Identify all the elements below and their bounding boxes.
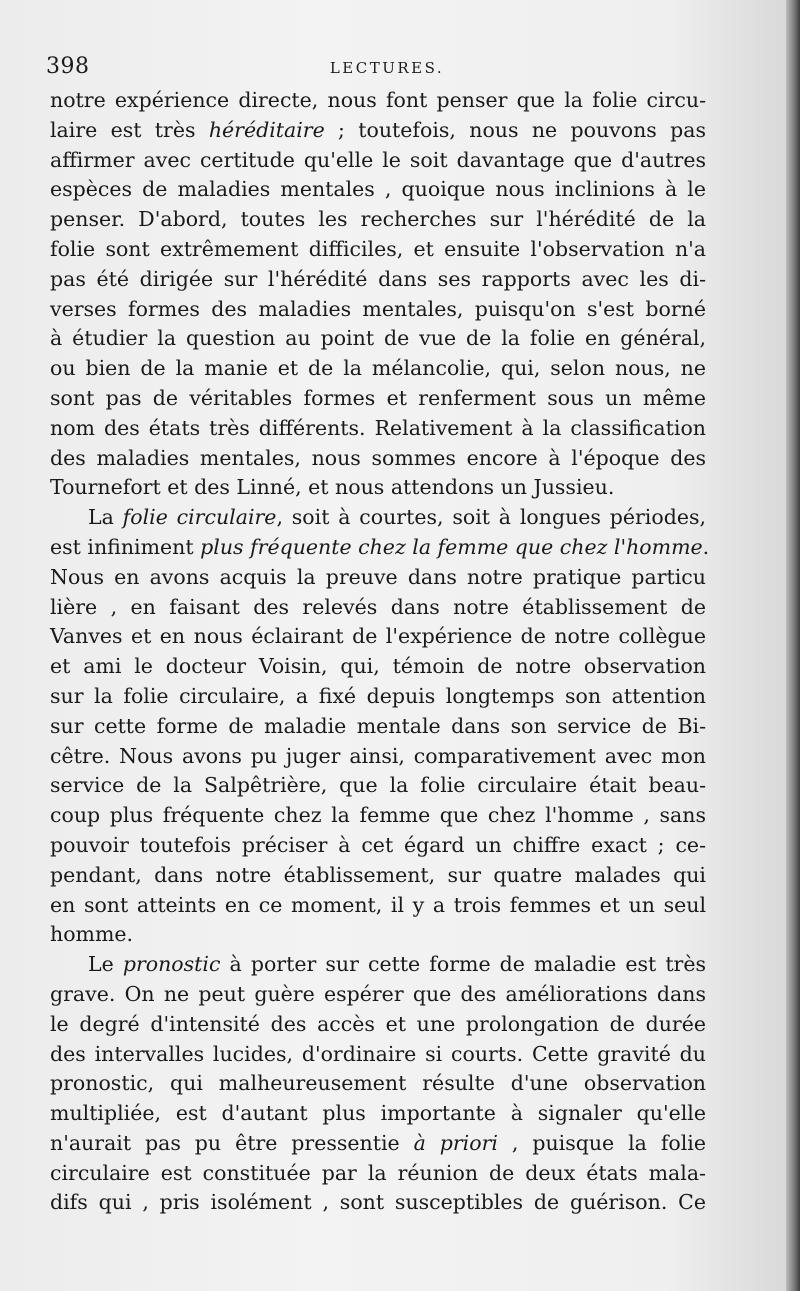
text-line [50, 712, 706, 742]
text-span: est infiniment [50, 534, 201, 559]
text-line [50, 384, 706, 414]
text-line [50, 533, 710, 563]
text-span: service de la Salpêtrière, que la folie circulaire était beau- [50, 773, 706, 798]
text-line [50, 295, 706, 325]
text-span: espèces de maladies mentales , quoique nous inclinions à le [50, 177, 706, 202]
text-line [50, 861, 706, 891]
text-span: sur la folie circulaire, a fixé depuis longtemps son attention [50, 683, 706, 708]
text-line [50, 473, 706, 503]
text-line [50, 1010, 706, 1040]
running-title: LECTURES. [329, 59, 445, 77]
text-span: cêtre. Nous avons pu juger ainsi, comparativement avec mon [50, 743, 706, 768]
text-span: , puisque la folie [497, 1130, 706, 1155]
text-line [50, 324, 706, 354]
italic-text: héréditaire [208, 117, 325, 142]
text-span: pronostic, qui malheureusement résulte d'une observation [50, 1071, 706, 1096]
text-line [50, 771, 706, 801]
text-span: à étudier la question au point de vue de la folie en général, [50, 326, 706, 351]
text-span: pouvoir toutefois préciser à cet égard un chiffre exact ; ce- [50, 832, 706, 857]
text-line [50, 563, 706, 593]
text-span: sur cette forme de maladie mentale dans son service de Bi- [50, 713, 706, 738]
text-span: pendant, dans notre établissement, sur quatre malades qui [50, 862, 706, 887]
text-line [50, 414, 706, 444]
text-span: . [702, 534, 710, 559]
text-span: n'aurait pas pu être pressentie [50, 1130, 414, 1155]
text-span: grave. On ne peut guère espérer que des améliorations dans [50, 981, 706, 1006]
text-span: le degré d'intensité des accès et une prolongation de durée [50, 1011, 706, 1036]
text-span: coup plus fréquente chez la femme que chez l'homme , sans [50, 803, 706, 828]
text-line [50, 116, 706, 146]
text-span: Nous en avons acquis la preuve dans notre pratique particu [50, 564, 706, 589]
text-line [50, 503, 706, 533]
page-header [42, 54, 706, 88]
text-line [50, 920, 706, 950]
text-span: des maladies mentales, nous sommes encore à l'époque des [50, 445, 706, 470]
text-line [50, 235, 706, 265]
text-line [50, 831, 706, 861]
page-edge [786, 0, 800, 1291]
text-line [50, 1188, 706, 1218]
text-span: Le [88, 952, 123, 977]
text-span: affirmer avec certitude qu'elle le soit davantage que d'autres [50, 147, 706, 172]
text-span: verses formes des maladies mentales, puisqu'on s'est borné [50, 296, 706, 321]
italic-text: pronostic [122, 952, 221, 977]
text-line [50, 146, 706, 176]
text-line [50, 682, 706, 712]
text-span: Tournefort et des Linné, et nous attendons un Jussieu. [50, 475, 615, 500]
text-span: des intervalles lucides, d'ordinaire si courts. Cette gravité du [50, 1041, 706, 1066]
text-span: nom des états très différents. Relativement à la classification [50, 415, 706, 440]
text-span: homme. [50, 922, 134, 947]
text-line [50, 950, 706, 980]
body-text [50, 86, 710, 1218]
text-line [50, 1069, 706, 1099]
text-line [50, 86, 706, 116]
text-span: ; toutefois, nous ne pouvons pas [324, 117, 706, 142]
text-line [50, 622, 706, 652]
text-span: folie sont extrêmement difficiles, et ensuite l'observation n'a [50, 236, 706, 261]
text-line [50, 175, 706, 205]
text-span: laire est très [50, 117, 209, 142]
text-line [50, 444, 706, 474]
text-line [50, 593, 706, 623]
text-span: Vanves et en nous éclairant de l'expérience de notre collègue [50, 624, 706, 649]
italic-text: folie circulaire [122, 505, 277, 530]
text-line [50, 265, 706, 295]
text-span: à porter sur cette forme de maladie est très [220, 952, 707, 977]
text-span: multipliée, est d'autant plus importante à signaler qu'elle [50, 1101, 706, 1126]
italic-text: plus fréquente chez la femme que chez l'homme [200, 534, 703, 559]
text-line [50, 980, 706, 1010]
text-line [50, 1129, 706, 1159]
text-line [50, 354, 706, 384]
text-line [50, 205, 706, 235]
text-line [50, 1040, 706, 1070]
text-line [50, 652, 706, 682]
text-span: penser. D'abord, toutes les recherches sur l'hérédité de la [50, 207, 706, 232]
text-span: et ami le docteur Voisin, qui, témoin de notre observation [50, 654, 706, 679]
text-span: La [88, 505, 123, 530]
text-span: sont pas de véritables formes et renferment sous un même [50, 385, 706, 410]
text-span: en sont atteints en ce moment, il y a trois femmes et un seul [50, 892, 706, 917]
text-line [50, 801, 706, 831]
text-span: ou bien de la manie et de la mélancolie, qui, selon nous, ne [50, 356, 706, 381]
text-line [50, 1159, 706, 1189]
text-span: circulaire est constituée par la réunion de deux états mala- [50, 1160, 706, 1185]
text-span: difs qui , pris isolément , sont susceptibles de guérison. Ce [50, 1190, 706, 1215]
text-span: pas été dirigée sur l'hérédité dans ses rapports avec les di- [50, 266, 706, 291]
text-span: notre expérience directe, nous font penser que la folie circu- [50, 88, 706, 112]
text-line [50, 742, 706, 772]
italic-text: à priori [413, 1130, 498, 1155]
text-line [50, 1099, 706, 1129]
page-number: 398 [46, 54, 90, 79]
text-span: lière , en faisant des relevés dans notre établissement de [50, 594, 706, 619]
text-span: , soit à courtes, soit à longues périodes, [276, 505, 706, 530]
text-line [50, 891, 706, 921]
